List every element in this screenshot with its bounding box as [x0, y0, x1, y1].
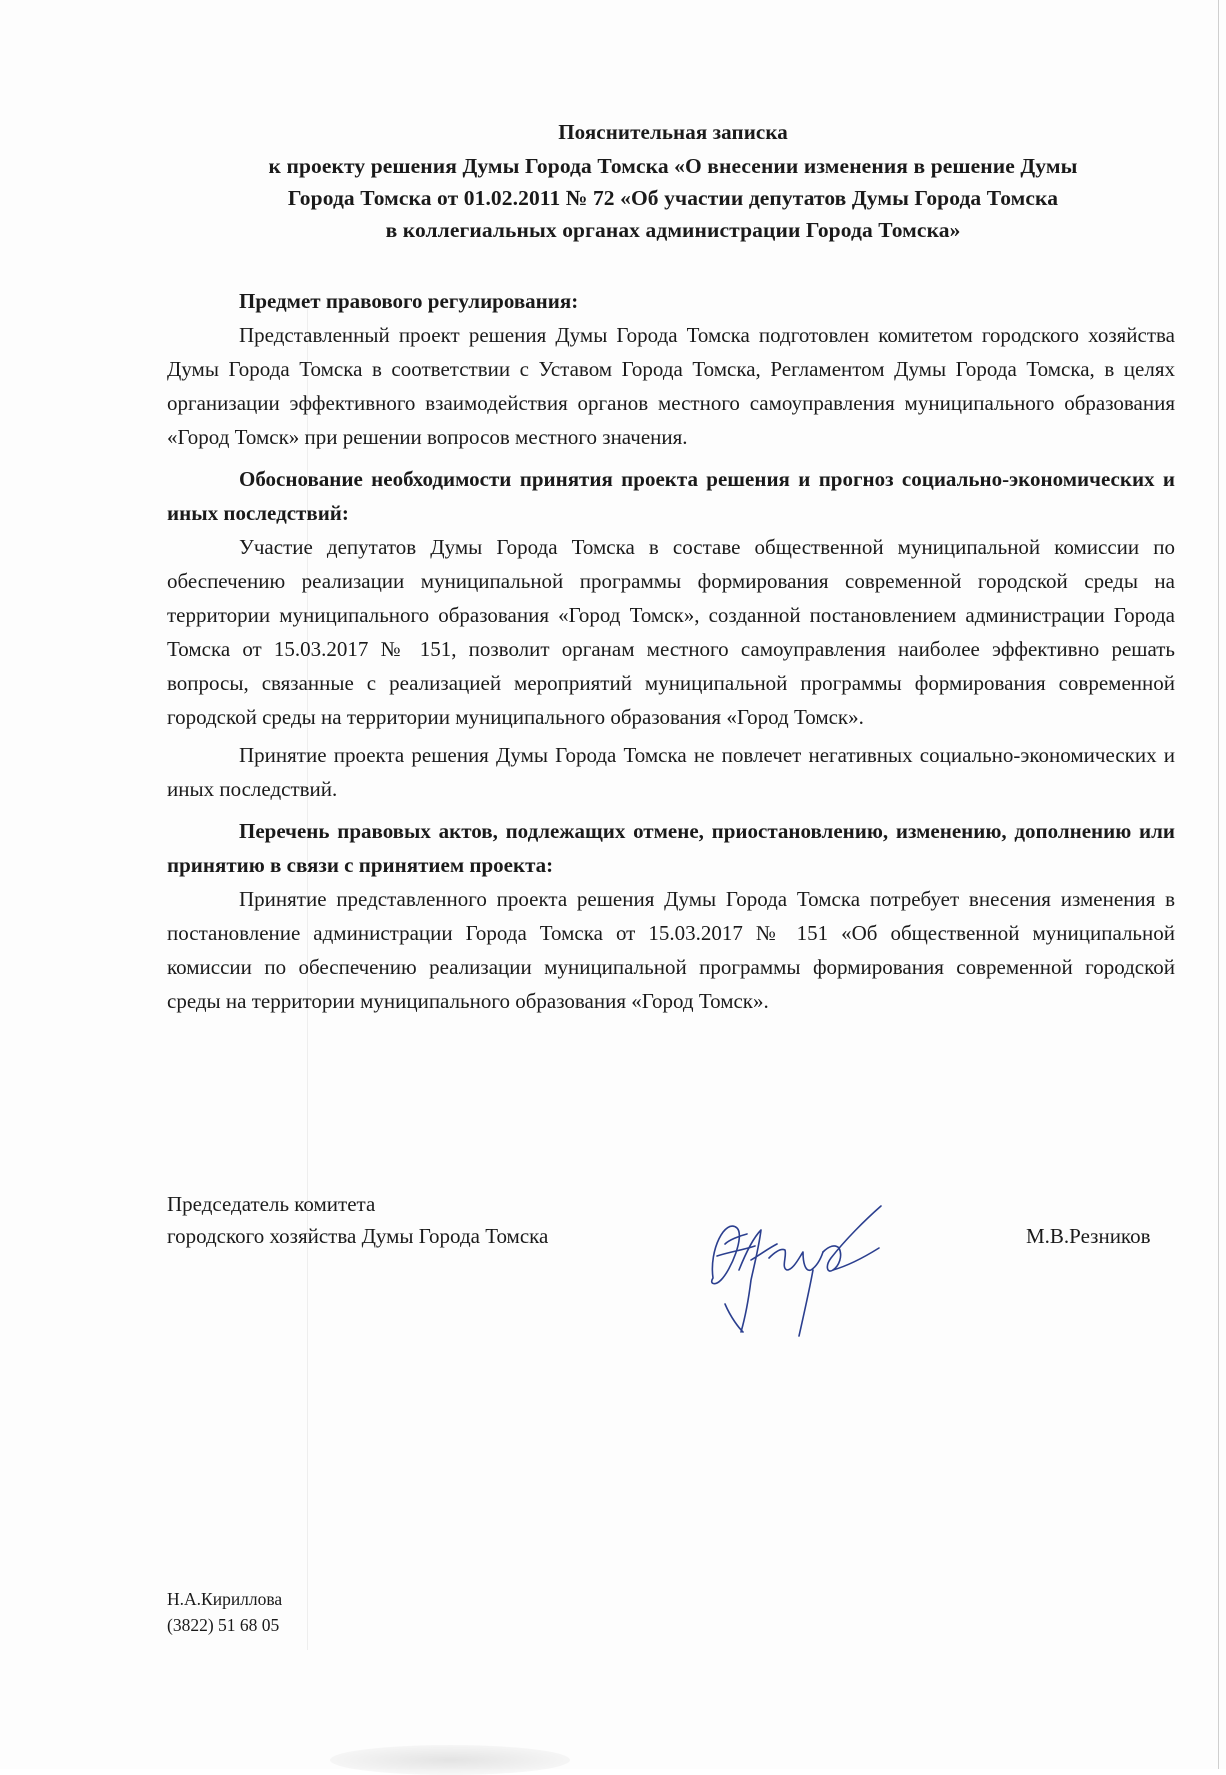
subtitle-line-1: к проекту решения Думы Города Томска «О внесении изменения в решение Думы — [268, 154, 1078, 178]
executor-name: Н.А.Кириллова — [167, 1589, 283, 1609]
subtitle-line-3: в коллегиальных органах администрации Города Томска» — [385, 218, 961, 242]
document-title: Пояснительная записка — [558, 120, 788, 144]
signatory-position — [167, 1188, 548, 1252]
document-body — [167, 284, 1175, 1018]
section-heading-subject: Предмет правового регулирования: — [239, 289, 579, 313]
signatory-position-line-2: городского хозяйства Думы Города Томска — [167, 1224, 549, 1248]
scan-edge-line — [1218, 0, 1219, 1769]
document-subtitle — [130, 150, 1216, 246]
section-paragraph: Принятие проекта решения Думы Города Томска не повлечет негативных социально-экономических и иных последствий. — [167, 743, 1175, 801]
scan-smudge — [330, 1745, 570, 1775]
section-heading-justification: Обоснование необходимости принятия проекта решения и прогноз социально-экономических и иных последствий: — [167, 467, 1175, 525]
section-heading-legal-acts: Перечень правовых актов, подлежащих отмене, приостановлению, изменению, дополнению или принятию в связи с принятием проекта: — [167, 819, 1175, 877]
executor-contact — [167, 1586, 282, 1638]
section-paragraph: Участие депутатов Думы Города Томска в составе общественной муниципальной комиссии по обеспечению реализации муниципальной программы формирования современной городской среды на территории муниципального образования «Город Томск», созданной постановлением администрации Города Томска от 15.03.2017 № 151, позволит органам местного самоуправления наиболее эффективно решать вопросы, связанные с реализацией мероприятий муниципальной программы формирования современной городской среды на территории муниципального образования «Город Томск». — [167, 535, 1175, 729]
signatory-name: М.В.Резников — [1026, 1224, 1151, 1248]
handwritten-signature — [695, 1200, 905, 1345]
executor-phone: (3822) 51 68 05 — [167, 1615, 280, 1635]
subtitle-line-2: Города Томска от 01.02.2011 № 72 «Об участии депутатов Думы Города Томска — [287, 186, 1059, 210]
section-paragraph: Представленный проект решения Думы Города Томска подготовлен комитетом городского хозяйства Думы Города Томска в соответствии с Уставом Города Томска, Регламентом Думы Города Томска, в целях организации эффективного взаимодействия органов местного самоуправления муниципального образования «Город Томск» при решении вопросов местного значения. — [167, 323, 1175, 449]
signatory-position-line-1: Председатель комитета — [167, 1192, 376, 1216]
section-paragraph: Принятие представленного проекта решения Думы Города Томска потребует внесения изменения в постановление администрации Города Томска от 15.03.2017 № 151 «Об общественной муниципальной комиссии по обеспечению реализации муниципальной программы формирования современной городской среды на территории муниципального образования «Город Томск». — [167, 887, 1175, 1013]
